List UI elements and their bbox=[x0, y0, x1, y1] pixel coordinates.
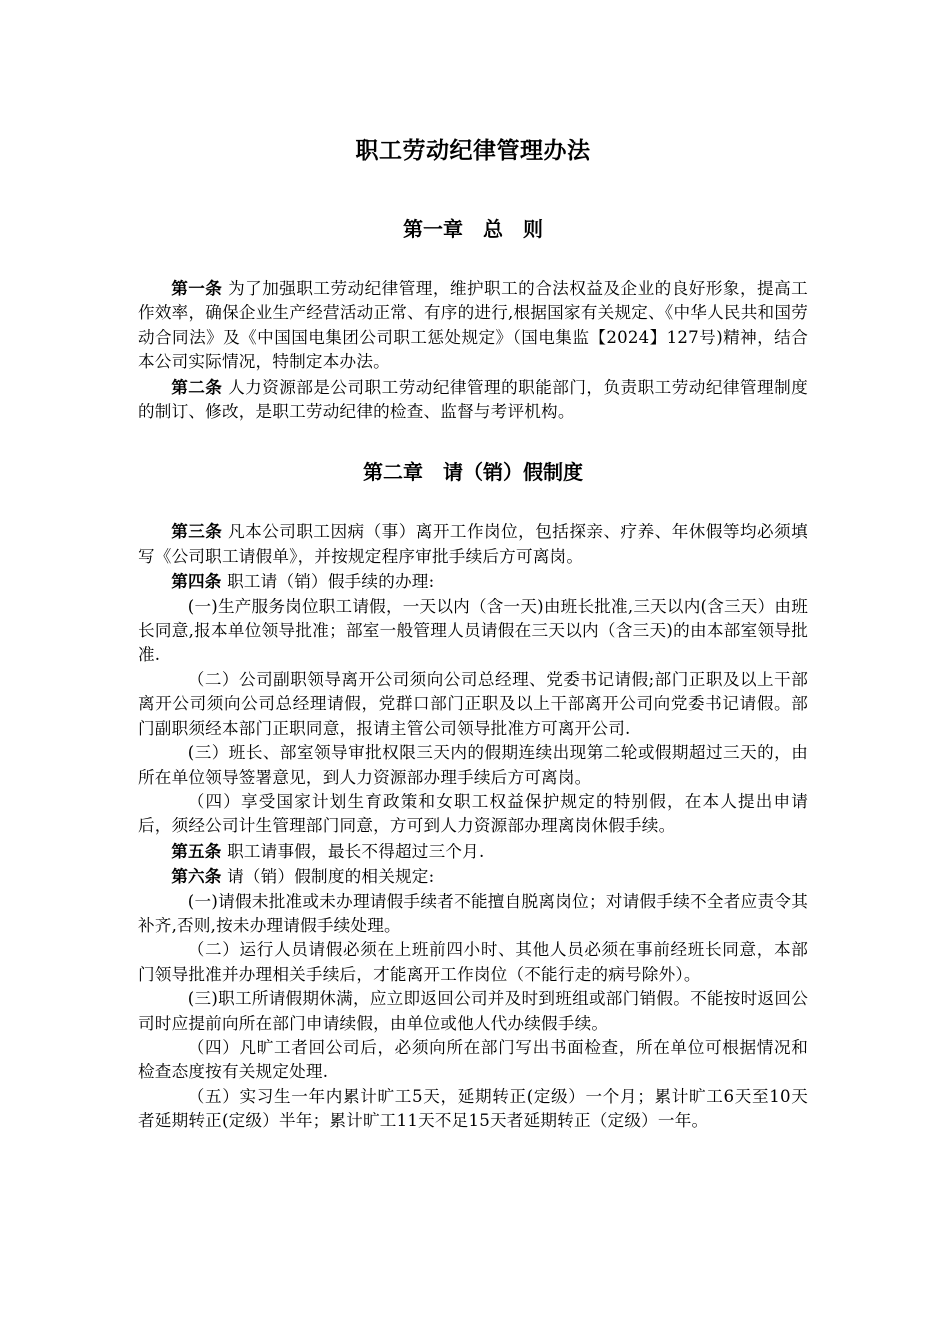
paragraph-text: 职工请（销）假手续的办理: bbox=[227, 572, 435, 592]
article-paragraph bbox=[138, 864, 808, 889]
chapter-paragraphs bbox=[138, 519, 808, 1133]
chapter-heading: 第二章 请（销）假制度 bbox=[363, 460, 583, 485]
paragraph-text: 职工请事假，最长不得超过三个月. bbox=[227, 841, 485, 861]
paragraph-text: 凡本公司职工因病（事）离开工作岗位，包括探亲、疗养、年休假等均必须填写《公司职工请假单》，并按规定程序审批手续后方可离岗。 bbox=[138, 522, 808, 566]
paragraph-text: (一)请假未批准或未办理请假手续者不能擅自脱离岗位；对请假手续不全者应责令其补齐,否则,按未办理请假手续处理。 bbox=[138, 891, 808, 935]
article-paragraph bbox=[138, 839, 808, 864]
chapter-2 bbox=[138, 456, 808, 1133]
clause-paragraph bbox=[138, 790, 808, 839]
paragraph-text: （四）享受国家计划生育政策和女职工权益保护规定的特别假，在本人提出申请后，须经公司计生管理部门同意，方可到人力资源部办理离岗休假手续。 bbox=[138, 791, 808, 836]
article-label: 第六条 bbox=[171, 866, 222, 887]
article-paragraph bbox=[138, 276, 808, 375]
chapter-1 bbox=[138, 213, 808, 424]
paragraph-text: （二）公司副职领导离开公司须向公司总经理、党委书记请假;部门正职及以上干部离开公司须向公司总经理请假，党群口部门正职及以上干部离开公司向党委书记请假。部门副职须经本部门正职同意，报请主管公司领导批准方可离开公司. bbox=[138, 669, 808, 738]
article-paragraph bbox=[138, 519, 808, 569]
article-paragraph bbox=[138, 569, 808, 594]
paragraph-text: (三)职工所请假期休满，应立即返回公司并及时到班组或部门销假。不能按时返回公司时应提前向所在部门申请续假，由单位或他人代办续假手续。 bbox=[138, 989, 808, 1033]
clause-paragraph bbox=[138, 1085, 808, 1134]
paragraph-text: (一)生产服务岗位职工请假，一天以内（含一天)由班长批准,三天以内(含三天）由班长同意,报本单位领导批准；部室一般管理人员请假在三天以内（含三天)的由本部室领导批准. bbox=[138, 596, 808, 665]
chapter-paragraphs bbox=[138, 276, 808, 424]
paragraph-text: （二）运行人员请假必须在上班前四小时、其他人员必须在事前经班长同意，本部门领导批准并办理相关手续后，才能离开工作岗位（不能行走的病号除外）。 bbox=[138, 940, 808, 984]
clause-paragraph bbox=[138, 668, 808, 741]
document-body bbox=[138, 132, 808, 1134]
clause-paragraph bbox=[138, 987, 808, 1036]
article-label: 第三条 bbox=[171, 521, 223, 542]
article-label: 第四条 bbox=[171, 571, 222, 592]
clause-paragraph bbox=[138, 938, 808, 987]
clause-paragraph bbox=[138, 595, 808, 668]
article-paragraph bbox=[138, 375, 808, 425]
article-label: 第五条 bbox=[171, 840, 222, 861]
paragraph-text: 人力资源部是公司职工劳动纪律管理的职能部门，负责职工劳动纪律管理制度的制订、修改，是职工劳动纪律的检查、监督与考评机构。 bbox=[138, 377, 808, 422]
section-spacer bbox=[138, 424, 808, 456]
paragraph-text: （四）凡旷工者回公司后，必须向所在部门写出书面检查，所在单位可根据情况和检查态度按有关规定处理. bbox=[138, 1037, 808, 1082]
paragraph-text: 为了加强职工劳动纪律管理，维护职工的合法权益及企业的良好形象，提高工作效率，确保企业生产经营活动正常、有序的进行,根据国家有关规定、《中华人民共和国劳动合同法》及《中国国电集团公司职工惩处规定》（国电集监【2024】127号)精神，结合本公司实际情况，特制定本办法。 bbox=[138, 279, 808, 372]
article-label: 第一条 bbox=[171, 278, 223, 298]
clause-paragraph bbox=[138, 1036, 808, 1085]
paragraph-text: (三）班长、部室领导审批权限三天内的假期连续出现第二轮或假期超过三天的，由所在单位领导签署意见，到人力资源部办理手续后方可离岗。 bbox=[138, 743, 808, 787]
clause-paragraph bbox=[138, 741, 808, 790]
paragraph-text: （五）实习生一年内累计旷工5天，延期转正(定级）一个月；累计旷工6天至10天者延期转正(定级）半年；累计旷工11天不足15天者延期转正（定级）一年。 bbox=[138, 1086, 808, 1131]
clause-paragraph bbox=[138, 890, 808, 939]
chapter-heading: 第一章 总 则 bbox=[403, 217, 543, 241]
article-label: 第二条 bbox=[171, 376, 223, 397]
paragraph-text: 请（销）假制度的相关规定: bbox=[227, 867, 435, 887]
document-title: 职工劳动纪律管理办法 bbox=[355, 137, 591, 164]
